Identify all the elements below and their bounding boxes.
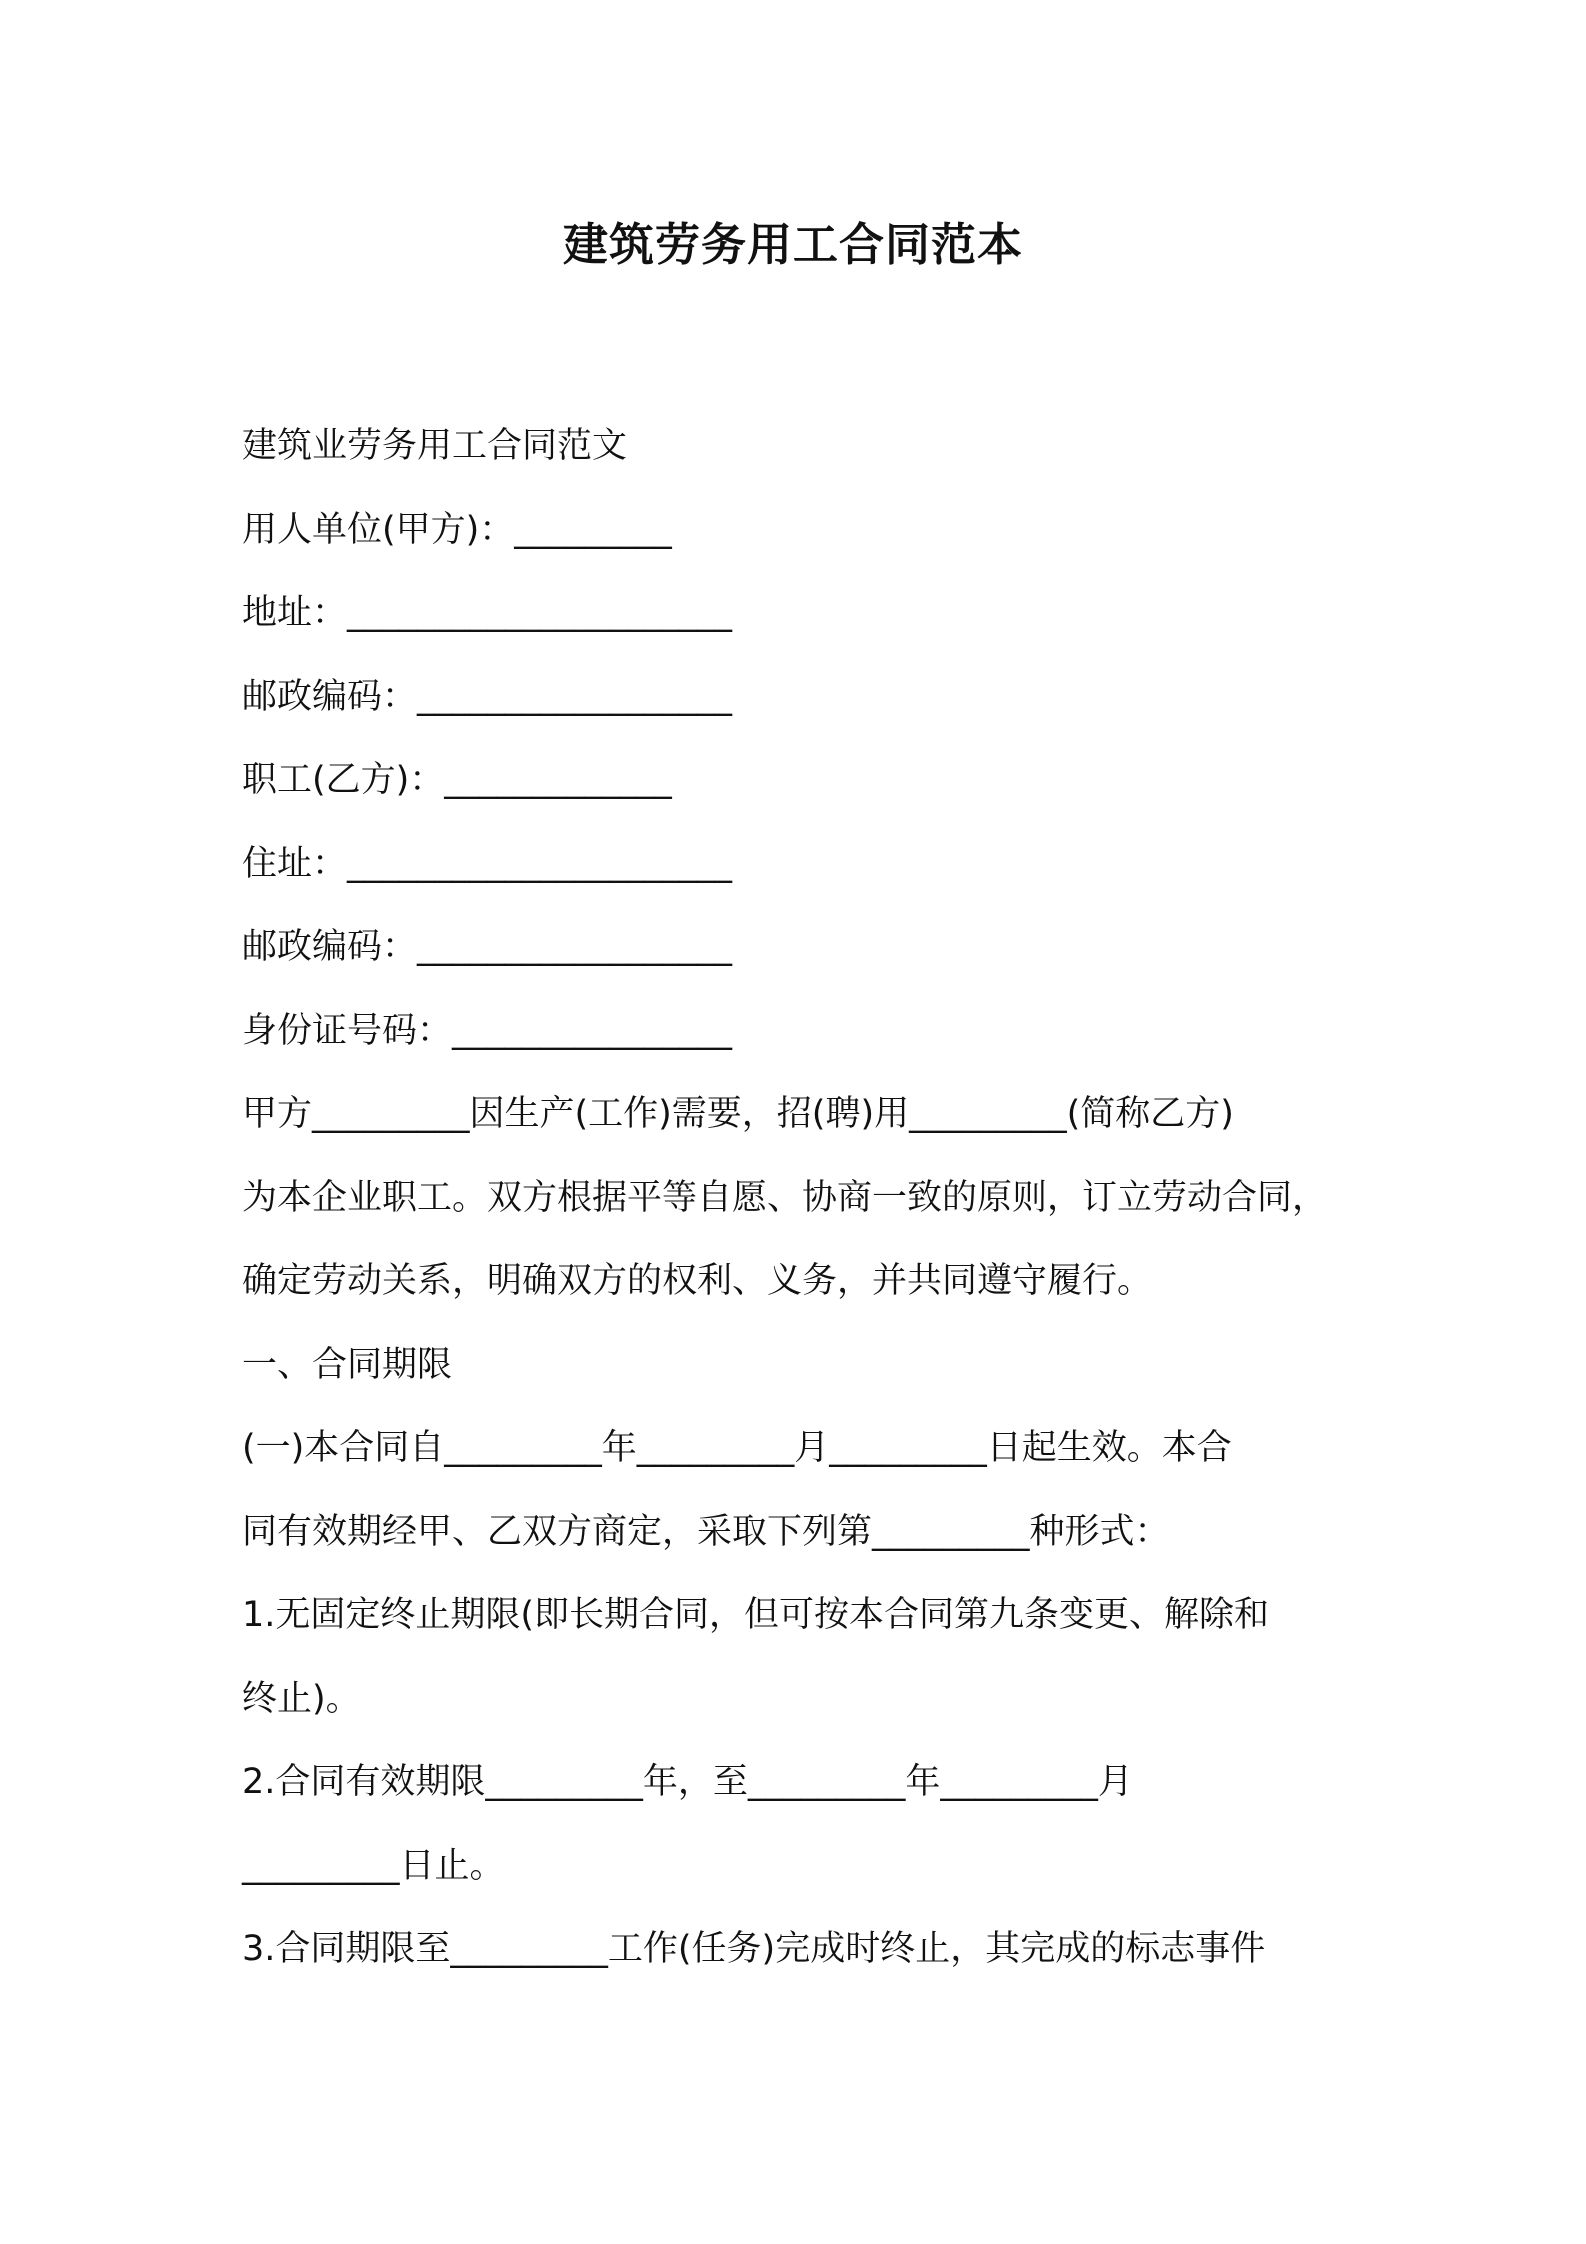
section-heading: 一、合同期限 xyxy=(242,1344,453,1385)
subtitle-line: 建筑业劳务用工合同范文 xyxy=(242,426,628,466)
document-body xyxy=(242,405,1362,1992)
document-title: 建筑劳务用工合同范本 xyxy=(562,218,1023,271)
paragraph-line: (一)本合同自_________年_________月_________日起生效。本合 xyxy=(242,1428,1232,1468)
paragraph-line: 甲方_________因生产(工作)需要，招(聘)用_________(简称乙方) xyxy=(242,1094,1234,1134)
list-item-line: 2.合同有效期限_________年，至_________年_________月 xyxy=(242,1762,1133,1802)
id-number-line: 身份证号码：________________ xyxy=(242,1010,733,1051)
list-item-line: 1.无固定终止期限(即长期合同，但可按本合同第九条变更、解除和 xyxy=(242,1595,1270,1635)
paragraph-line: 确定劳动关系，明确双方的权利、义务，并共同遵守履行。 xyxy=(242,1261,1153,1301)
employee-field-line: 职工(乙方)：_____________ xyxy=(242,760,672,800)
employee-address-line: 住址：______________________ xyxy=(242,843,733,884)
employer-postcode-line: 邮政编码：__________________ xyxy=(242,676,733,717)
employee-postcode-line: 邮政编码：__________________ xyxy=(242,927,733,967)
paragraph-line: 同有效期经甲、乙双方商定，采取下列第_________种形式： xyxy=(242,1511,1170,1552)
employer-address-line: 地址：______________________ xyxy=(242,593,733,633)
list-item-line: _________日止。 xyxy=(242,1845,505,1886)
paragraph-line: 为本企业职工。双方根据平等自愿、协商一致的原则，订立劳动合同， xyxy=(242,1177,1328,1218)
list-item-line: 3.合同期限至_________工作(任务)完成时终止，其完成的标志事件 xyxy=(242,1929,1266,1969)
list-item-line: 终止)。 xyxy=(242,1678,361,1719)
employer-field-line: 用人单位(甲方)：_________ xyxy=(242,509,672,550)
